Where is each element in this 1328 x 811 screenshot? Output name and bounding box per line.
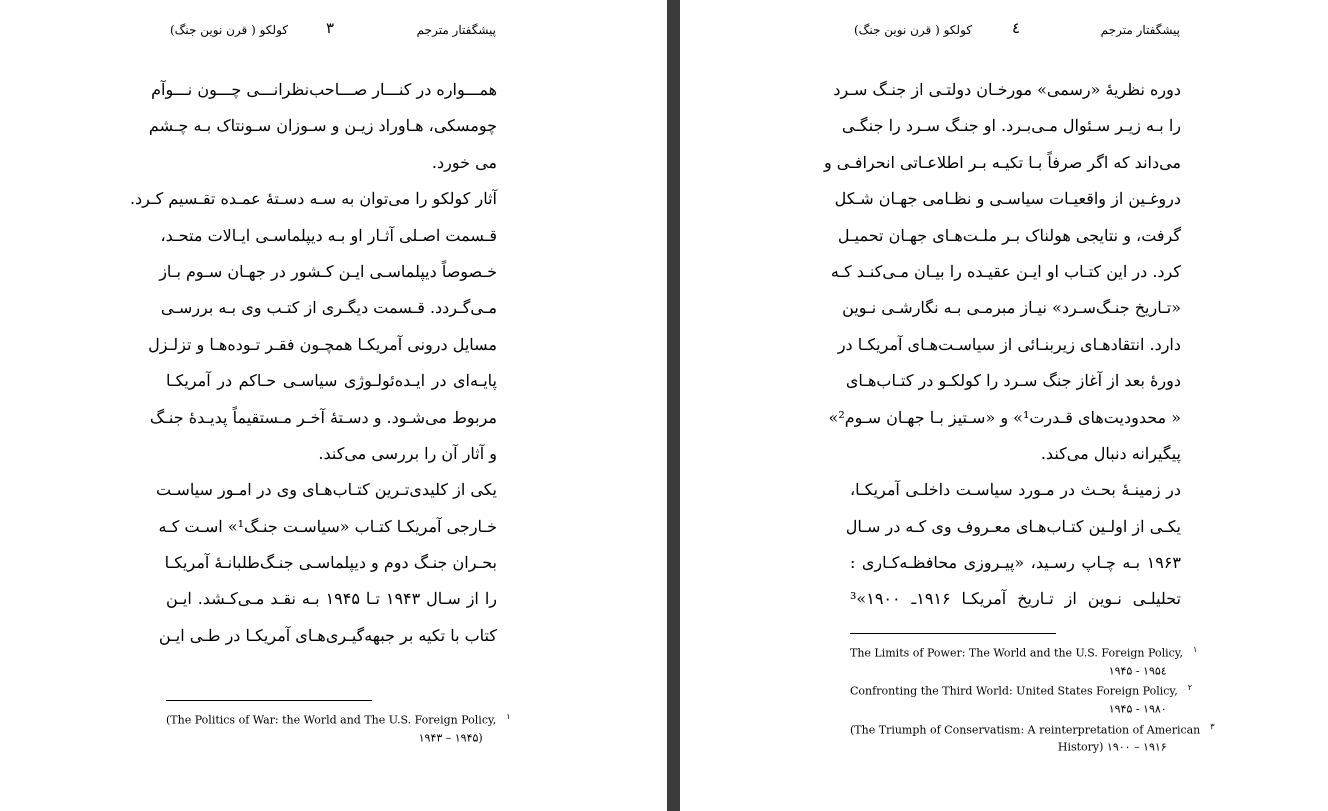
text-line: را بـه زیـر سـئوال مـی‌بـرد. او جنـگ سـرد را جنگـی xyxy=(841,116,1181,136)
text-line: دوره نظریهٔ «رسمی» مورخـان دولتـی از جنـگ سـرد xyxy=(833,80,1181,99)
text-line: پیگیرانه دنبال می‌کند. xyxy=(1040,443,1181,463)
text-line: و آثار آن را بررسی می‌کند. xyxy=(318,443,497,463)
text-line: یکـی از اولـین کتـاب‌هـای معـروف وی کـه در سـال xyxy=(845,516,1181,536)
footnote-rule xyxy=(166,700,372,701)
text-line: تحلیلـی نـوین از تـاریخ آمریکـا ۱۹۱۶ـ ۱۹۰۰»³ xyxy=(850,589,1181,609)
header-section-title: پیشگفتار مترجم xyxy=(1100,23,1180,37)
page-header xyxy=(854,20,1180,40)
text-line: دورهٔ بعد از آغاز جنگ سـرد را کولکـو در کتـاب‌هـای xyxy=(845,371,1181,391)
footnote-mark: ۳ xyxy=(1210,721,1215,731)
header-book-title: کولکو ( قرن نوین جنگ) xyxy=(854,23,972,37)
footnote xyxy=(850,720,1215,755)
text-line: را از سـال ۱۹۴۳ تـا ۱۹۴۵ بـه نقـد مـی‌کـشد. ایـن xyxy=(166,589,497,609)
page-number: ۳ xyxy=(326,19,335,37)
header-book-title: کولکو ( قرن نوین جنگ) xyxy=(170,23,288,37)
footnote-text: ۱۹۴۵ - ۱۹۵٤ xyxy=(1108,664,1167,678)
text-line: گرفت، و نتایجی هولناک بـر ملـت‌هـای جهـان تحمیـل xyxy=(837,225,1181,245)
footnote-text: ۱۹۴۳ – ۱۹۴۵) xyxy=(418,731,483,745)
page-divider xyxy=(667,0,680,811)
text-line: یکی از کلیدی‌تـرین کتـاب‌هـای وی در امـور سیاسـت xyxy=(156,480,497,500)
body-text xyxy=(129,72,497,654)
text-line: می‌داند که اگر صرفاً بـا تکیـه بـر اطلاعـاتی انحرافـی و xyxy=(823,152,1181,172)
footnote xyxy=(850,643,1198,678)
text-line: خـارجی آمریکـا کتـاب «سیاسـت جنـگ¹» اسـت کـه xyxy=(158,516,497,536)
text-line: دارد. انتقادهـای زیربنـائی از سیاسـت‌هـای آمریکـا در xyxy=(837,334,1181,354)
footnote-text: Confronting the Third World: United States Foreign Policy, xyxy=(850,684,1178,698)
text-line: چومسکی، هـاوراد زیـن و سـوزان سـونتاک بـه چـشم xyxy=(148,116,497,136)
footnote-mark: ۱ xyxy=(506,712,511,721)
text-line: خـصوصاً دیپلماسـی ایـن کـشور در جهـان سـوم بـاز xyxy=(159,261,497,281)
text-line: مربوط می‌شـود. و دسـتهٔ آخـر مـستقیماً پدیـدهٔ جنـگ xyxy=(149,407,497,427)
footnote-mark: ۱ xyxy=(1193,645,1198,654)
text-line: در زمینـهٔ بحـث در مـورد سیاسـت داخلـی آمریکـا، xyxy=(850,480,1181,500)
text-line: «تـاریخ جنـگ‌سـرد» نیـاز مبرمـی بـه نگارشـی نـوین xyxy=(842,298,1181,318)
footnote-mark: ۲ xyxy=(1187,683,1192,693)
text-line: کتاب با تکیه بر جبهه‌گیـری‌هـای آمریکـا در طـی ایـن xyxy=(158,625,497,645)
right-page xyxy=(680,0,1328,811)
page-number: ٤ xyxy=(1012,19,1021,37)
text-line: می خورد. xyxy=(431,152,497,172)
footnote-text: ۱۹۴۵ - ۱۹۸۰ xyxy=(1108,702,1167,716)
page-header xyxy=(170,20,496,40)
footnote xyxy=(850,681,1192,716)
footnote-text: (The Triumph of Conservatism: A reinterpretation of American xyxy=(850,723,1201,737)
text-line: مسایل درونی آمریکـا همچـون فقـر تـوده‌هـا و تزلـزل xyxy=(148,334,497,354)
text-line: قـسمت اصـلی آثـار او بـه دیپلماسـی ایـالات متحـد، xyxy=(160,225,497,245)
footnote xyxy=(166,710,511,745)
footnote-text: History) ۱۹۰۰ – ۱۹۱۶ xyxy=(1057,740,1167,754)
body-text xyxy=(823,72,1181,618)
footnote-text: The Limits of Power: The World and the U.S. Foreign Policy, xyxy=(850,646,1184,660)
text-line: کرد. در این کتـاب او ایـن عقیـده را بیـان مـی‌کنـد کـه xyxy=(830,261,1181,281)
text-line: همـــواره در کنـــار صـــاحب‌نظرانـــی چـــون نـــوآم xyxy=(151,80,497,99)
header-section-title: پیشگفتار مترجم xyxy=(416,23,496,37)
text-line: ۱۹۶۳ بـه چـاپ رسـید، «پیـروزی محافظـه‌کـاری : xyxy=(850,553,1181,573)
footnote-text: (The Politics of War: the World and The U.S. Foreign Policy, xyxy=(166,713,497,727)
text-line: « محدودیت‌های قـدرت¹» و «سـتیز بـا جهـان سـوم²» xyxy=(828,407,1181,427)
text-line: آثار کولکو را می‌توان به سـه دسـتهٔ عمـده تقـسیم کـرد. xyxy=(129,189,497,209)
text-line: دروغـین از واقعیـات سیاسـی و نظـامی جهـان شـکل xyxy=(834,189,1181,209)
text-line: پایـه‌ای در ایـده‌ئولـوژی سیاسـی حـاکم در آمریکـا xyxy=(166,371,497,391)
footnote-rule xyxy=(850,633,1056,634)
text-line: بحـران جنـگ دوم و دیپلماسـی جنـگ‌طلبانـهٔ آمریکـا xyxy=(164,553,497,573)
text-line: مـی‌گـردد. قـسمت دیگـری از کتـب وی بـه بررسـی xyxy=(160,298,497,318)
footnotes xyxy=(850,643,1215,755)
